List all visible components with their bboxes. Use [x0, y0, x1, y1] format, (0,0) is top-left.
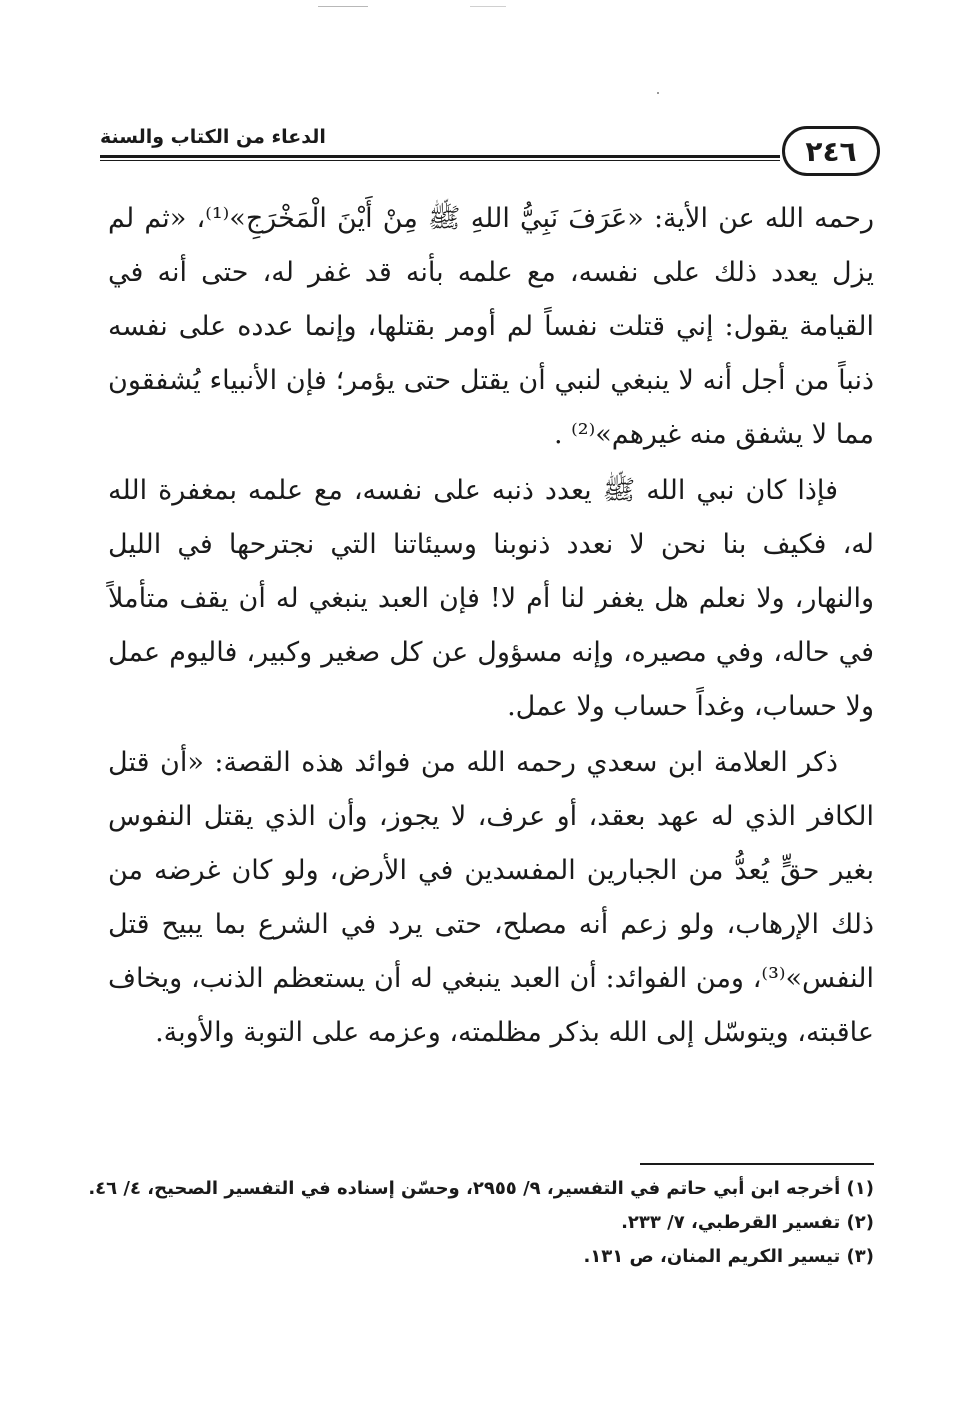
paragraph: رحمه الله عن الأية: «عَرَفَ نَبِيُّ اللهِ ﷺ مِنْ أَيْنَ الْمَخْرَجِ»⁽¹⁾، «ثم لم يزل يعدد ذلك على نفسه، مع علمه بأنه قد غفر له، حتى أنه في القيامة يقول: إني قتلت نفساً لم أومر بقتلها، وإنما عدده على نفسه ذنباً من أجل أنه لا ينبغي لنبي أن يقتل حتى يؤمر؛ فإن الأنبياء يُشفقون مما لا يشفق منه غيرهم»⁽²⁾ . [108, 203, 874, 450]
footnote-separator [640, 1163, 874, 1165]
page-header [100, 118, 880, 182]
scan-dot [657, 92, 659, 94]
page-number: ٢٤٦ [782, 126, 880, 176]
header-rule-thick [100, 155, 780, 158]
body-text [108, 192, 874, 1062]
paragraph: ذكر العلامة ابن سعدي رحمه الله من فوائد هذه القصة: «أن قتل الكافر الذي له عهد بعقد، أو عرف، لا يجوز، وأن الذي يقتل النفوس بغير حقٍّ يُعدُّ من الجبارين المفسدين في الأرض، ولو كان غرضه من ذلك الإرهاب، ولو زعم أنه مصلح، حتى يرد في الشرع بما يبيح قتل النفس»⁽³⁾، ومن الفوائد: أن العبد ينبغي له أن يستعظم الذنب، ويخاف عاقبته، ويتوسّل إلى الله بذكر مظلمته، وعزمه على التوبة والأوبة. [108, 747, 874, 1048]
scan-mark [318, 6, 368, 7]
footnote: (٣) تيسير الكريم المنان، ص ١٣١. [583, 1246, 874, 1267]
running-title: الدعاء من الكتاب والسنة [100, 126, 326, 148]
footnote: (٢) تفسير القرطبي، ٧/ ٢٣٣. [621, 1212, 874, 1233]
scan-mark [470, 6, 506, 7]
footnotes [88, 1172, 874, 1274]
paragraph: فإذا كان نبي الله ﷺ يعدد ذنبه على نفسه، مع علمه بمغفرة الله له، فكيف بنا نحن لا نعدد ذنوبنا وسيئاتنا التي نجترحها في الليل والنهار، ولا نعلم هل يغفر لنا أم لا! فإن العبد ينبغي له أن يقف متأملاً في حاله، وفي مصيره، وإنه مسؤول عن كل صغير وكبير، فاليوم عمل ولا حساب، وغداً حساب ولا عمل. [108, 475, 874, 722]
header-rule-thin [100, 160, 780, 161]
footnote: (١) أخرجه ابن أبي حاتم في التفسير، ٩/ ٢٩٥٥، وحسّن إسناده في التفسير الصحيح، ٤/ ٤٦. [88, 1178, 874, 1199]
